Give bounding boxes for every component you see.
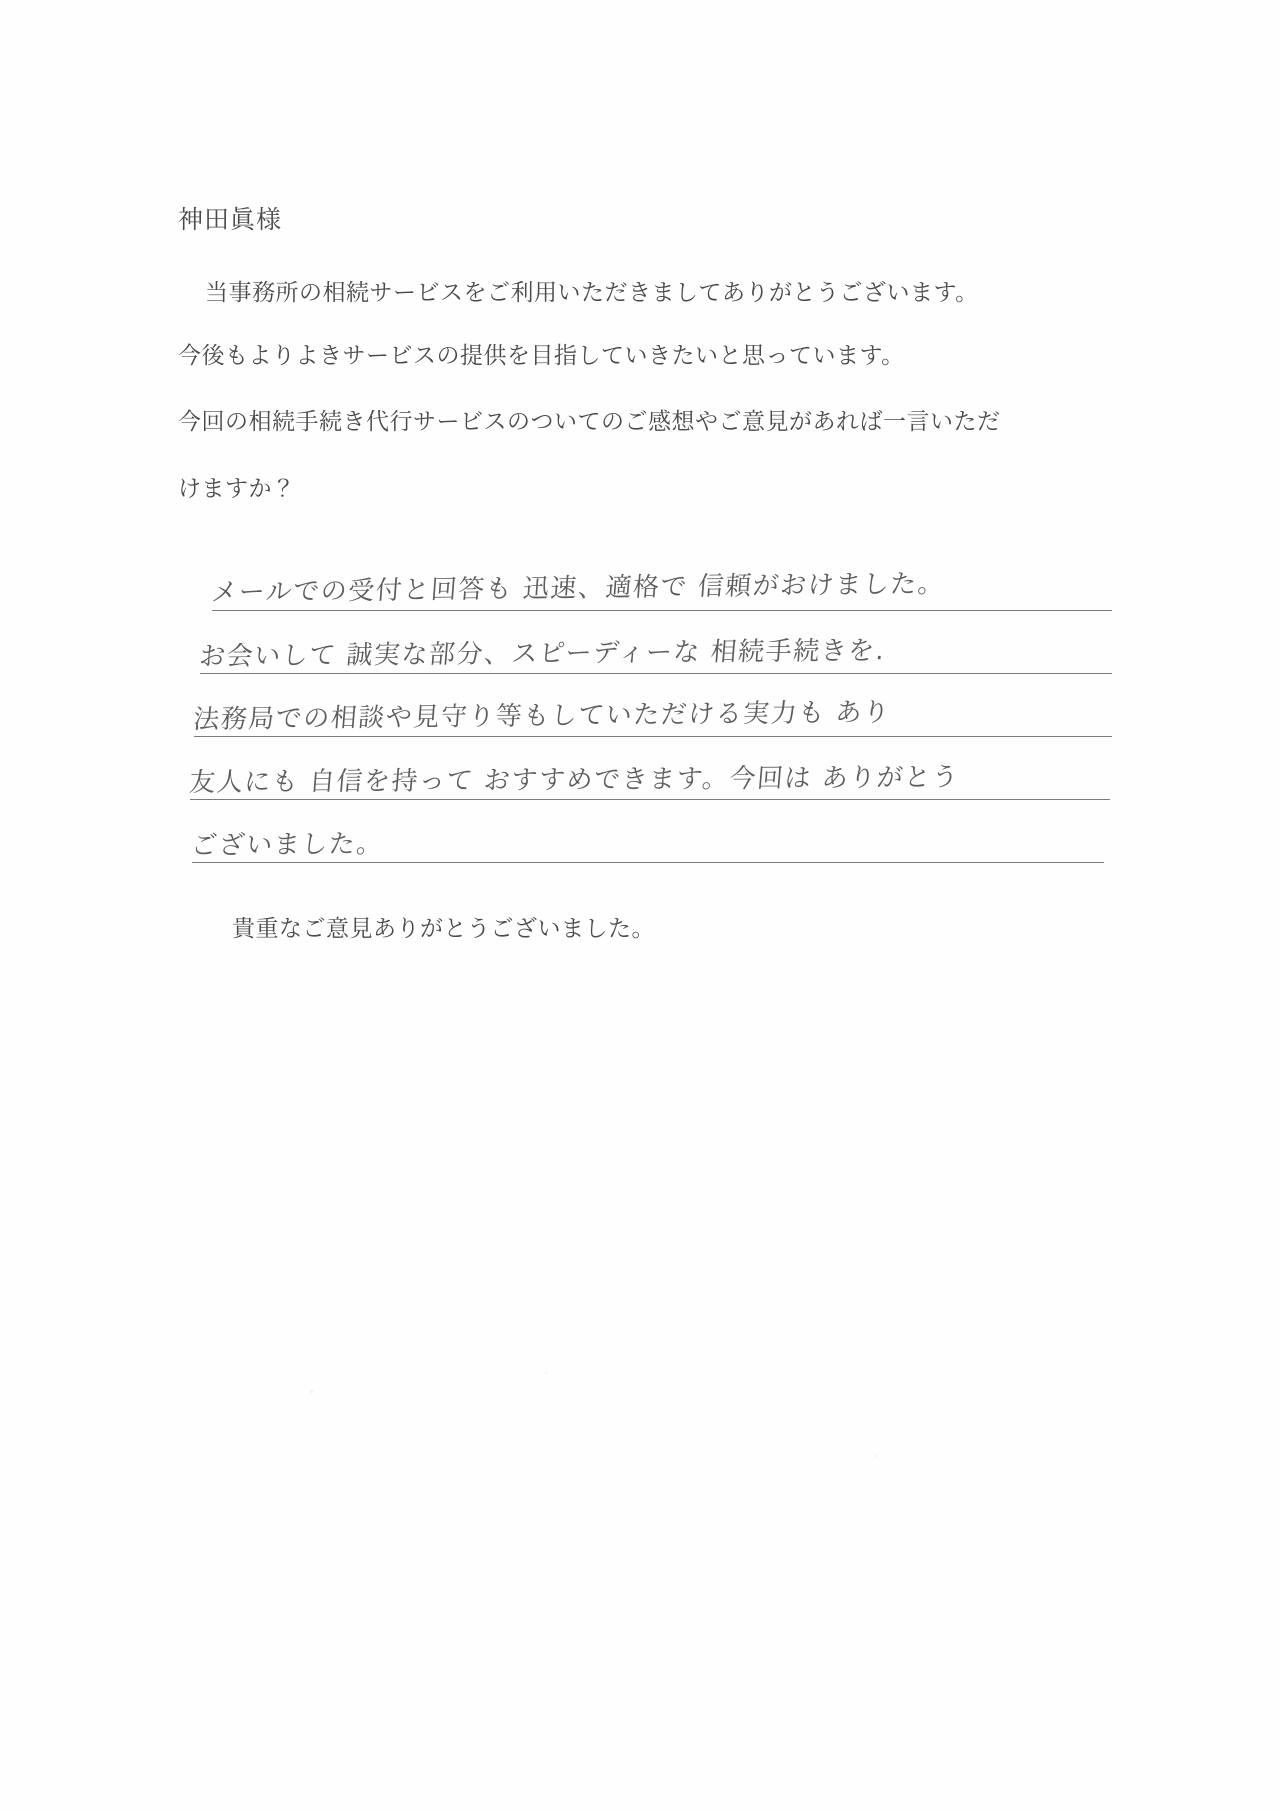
printed-paragraph-4: けますか？ xyxy=(178,475,296,501)
ruled-line xyxy=(190,799,1110,800)
ruled-line xyxy=(212,610,1112,611)
scan-speckle xyxy=(875,1455,877,1457)
handwritten-line-4: 友人にも 自信を持って おすすめできます。今回は ありがとう xyxy=(188,762,961,798)
ruled-line xyxy=(194,736,1112,737)
scan-speckle xyxy=(310,1390,313,1393)
addressee-name: 神田眞様 xyxy=(178,206,283,234)
handwritten-line-2: お会いして 誠実な部分、スピーディーな 相続手続きを. xyxy=(198,635,887,672)
scan-speckle xyxy=(545,1372,547,1374)
printed-paragraph-1: 当事務所の相続サービスをご利用いただきましてありがとうございます。 xyxy=(205,279,979,305)
handwritten-line-1: メールでの受付と回答も 迅速、適格で 信頼がおけました。 xyxy=(210,569,947,608)
handwritten-answer-area xyxy=(150,540,1130,890)
ruled-line xyxy=(192,862,1104,863)
closing-thank-you-line: 貴重なご意見ありがとうございました。 xyxy=(232,915,655,941)
ruled-line xyxy=(200,673,1112,674)
printed-paragraph-2: 今後もよりよきサービスの提供を目指していきたいと思っています。 xyxy=(178,342,905,368)
printed-paragraph-3: 今回の相続手続き代行サービスのついてのご感想やご意見があれば一言いただ xyxy=(178,408,1001,434)
handwritten-line-5: ございました。 xyxy=(190,829,385,861)
handwritten-line-3: 法務局での相談や見守り等もしていただける実力も あり xyxy=(192,697,892,735)
